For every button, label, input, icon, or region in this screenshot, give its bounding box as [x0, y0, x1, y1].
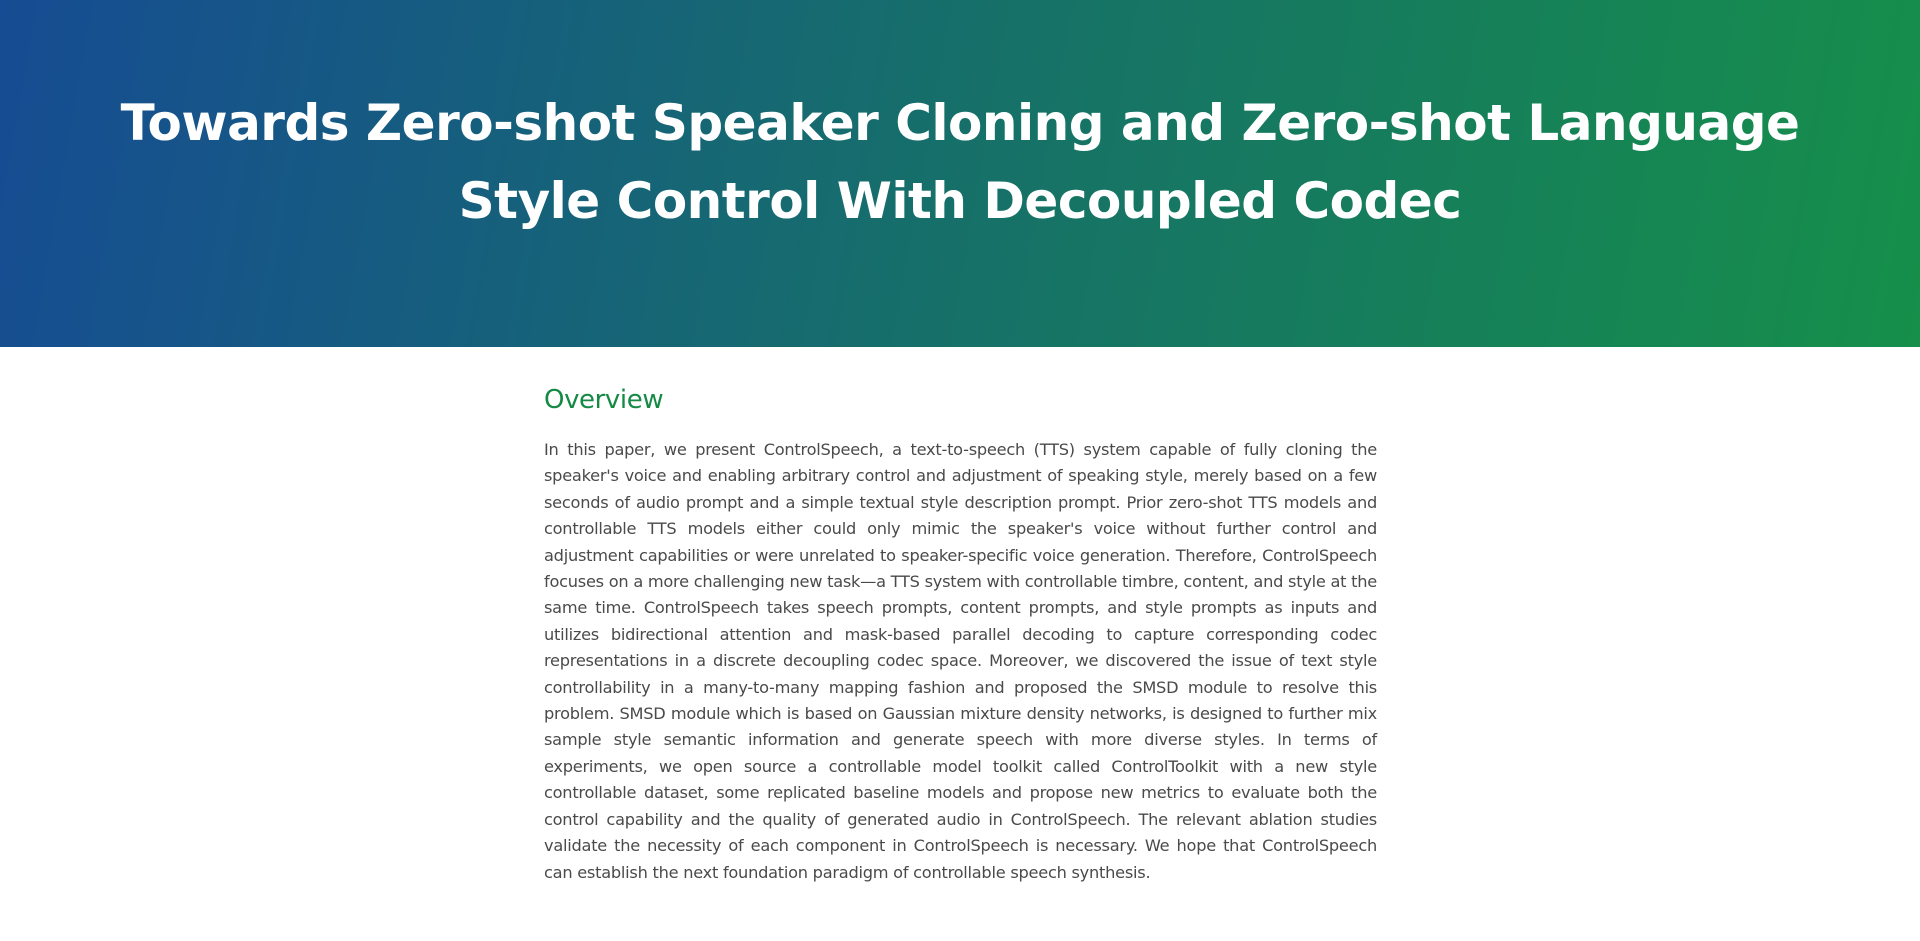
overview-section [544, 383, 1377, 886]
overview-heading: Overview [544, 385, 664, 415]
overview-paragraph: In this paper, we present ControlSpeech, a text-to-speech (TTS) system capable of fully cloning the speaker's voice and enabling arbitrary control and adjustment of speaking style, merely based on a few seconds of audio prompt and a simple textual style description prompt. Prior zero-shot TTS models and controllable TTS models either could only mimic the speaker's voice without further control and adjustment capabilities or were unrelated to speaker-specific voice generation. Therefore, ControlSpeech focuses on a more challenging new task—a TTS system with controllable timbre, content, and style at the same time. ControlSpeech takes speech prompts, content prompts, and style prompts as inputs and utilizes bidirectional attention and mask-based parallel decoding to capture corresponding codec representations in a discrete decoupling codec space. Moreover, we discovered the issue of text style controllability in a many-to-many mapping fashion and proposed the SMSD module to resolve this problem. SMSD module which is based on Gaussian mixture density networks, is designed to further mix sample style semantic information and generate speech with more diverse styles. In terms of experiments, we open source a controllable model toolkit called ControlToolkit with a new style controllable dataset, some replicated baseline models and propose new metrics to evaluate both the control capability and the quality of generated audio in ControlSpeech. The relevant ablation studies validate the necessity of each component in ControlSpeech is necessary. We hope that ControlSpeech can establish the next foundation paradigm of controllable speech synthesis. [544, 440, 1377, 882]
page-title: Towards Zero-shot Speaker Cloning and Zero-shot Language Style Control With Decoupled Codec [120, 94, 1800, 230]
hero-banner [0, 0, 1920, 347]
main-content [544, 347, 1377, 886]
